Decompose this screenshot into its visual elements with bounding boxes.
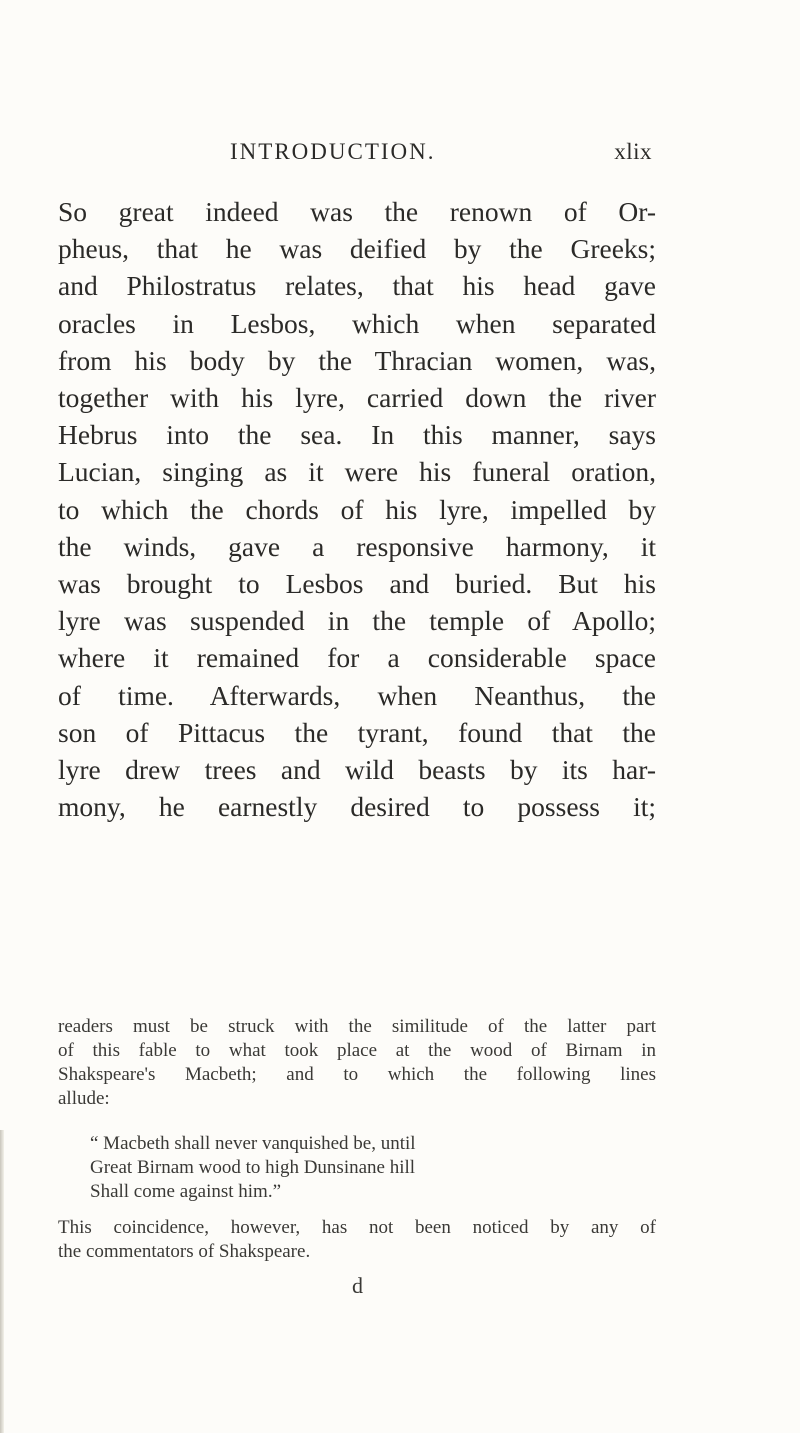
text-line: the winds, gave a responsive harmony, it (58, 530, 656, 562)
text-line: Lucian, singing as it were his funeral oration, (58, 456, 656, 488)
running-title: INTRODUCTION. (230, 139, 436, 164)
text-line: was brought to Lesbos and buried. But his (58, 568, 656, 600)
text-line: Hebrus into the sea. In this manner, says (58, 419, 656, 451)
footnote-verse (90, 1132, 610, 1204)
text-line: where it remained for a considerable space (58, 642, 656, 674)
text-line: pheus, that he was deified by the Greeks; (58, 233, 656, 265)
text-line: lyre drew trees and wild beasts by its har- (58, 754, 656, 786)
text-line: son of Pittacus the tyrant, found that the (58, 716, 656, 748)
footnote-intro (58, 1015, 656, 1111)
text-line: and Philostratus relates, that his head gave (58, 270, 656, 302)
footnote-line: of this fable to what took place at the wood of Birnam in (58, 1040, 656, 1061)
page-number: xlix (614, 139, 652, 164)
text-line: together with his lyre, carried down the river (58, 382, 656, 414)
text-line: mony, he earnestly desired to possess it; (58, 791, 656, 823)
footnote-line: Shakspeare's Macbeth; and to which the following lines (58, 1064, 656, 1085)
verse-line: Great Birnam wood to high Dunsinane hill (90, 1157, 416, 1178)
text-line: to which the chords of his lyre, impelled by (58, 493, 656, 525)
footnote-line: readers must be struck with the similitude of the latter part (58, 1016, 656, 1037)
footnote-line: This coincidence, however, has not been noticed by any of (58, 1217, 656, 1238)
text-line: from his body by the Thracian women, was, (58, 344, 656, 376)
text-line: So great indeed was the renown of Or- (58, 196, 656, 227)
text-line: oracles in Lesbos, which when separated (58, 307, 656, 339)
text-line: of time. Afterwards, when Neanthus, the (58, 679, 656, 711)
verse-line: Shall come against him.” (90, 1181, 282, 1202)
text-line: lyre was suspended in the temple of Apollo; (58, 605, 656, 637)
page-edge-shadow (0, 1130, 4, 1433)
footnote-tail (58, 1216, 656, 1264)
main-paragraph (58, 193, 656, 825)
verse-line: “ Macbeth shall never vanquished be, until (90, 1133, 416, 1154)
running-head (230, 139, 652, 179)
footnote-line: the commentators of Shakspeare. (58, 1241, 311, 1262)
signature-mark: d (352, 1273, 363, 1298)
footnote-line: allude: (58, 1088, 110, 1109)
